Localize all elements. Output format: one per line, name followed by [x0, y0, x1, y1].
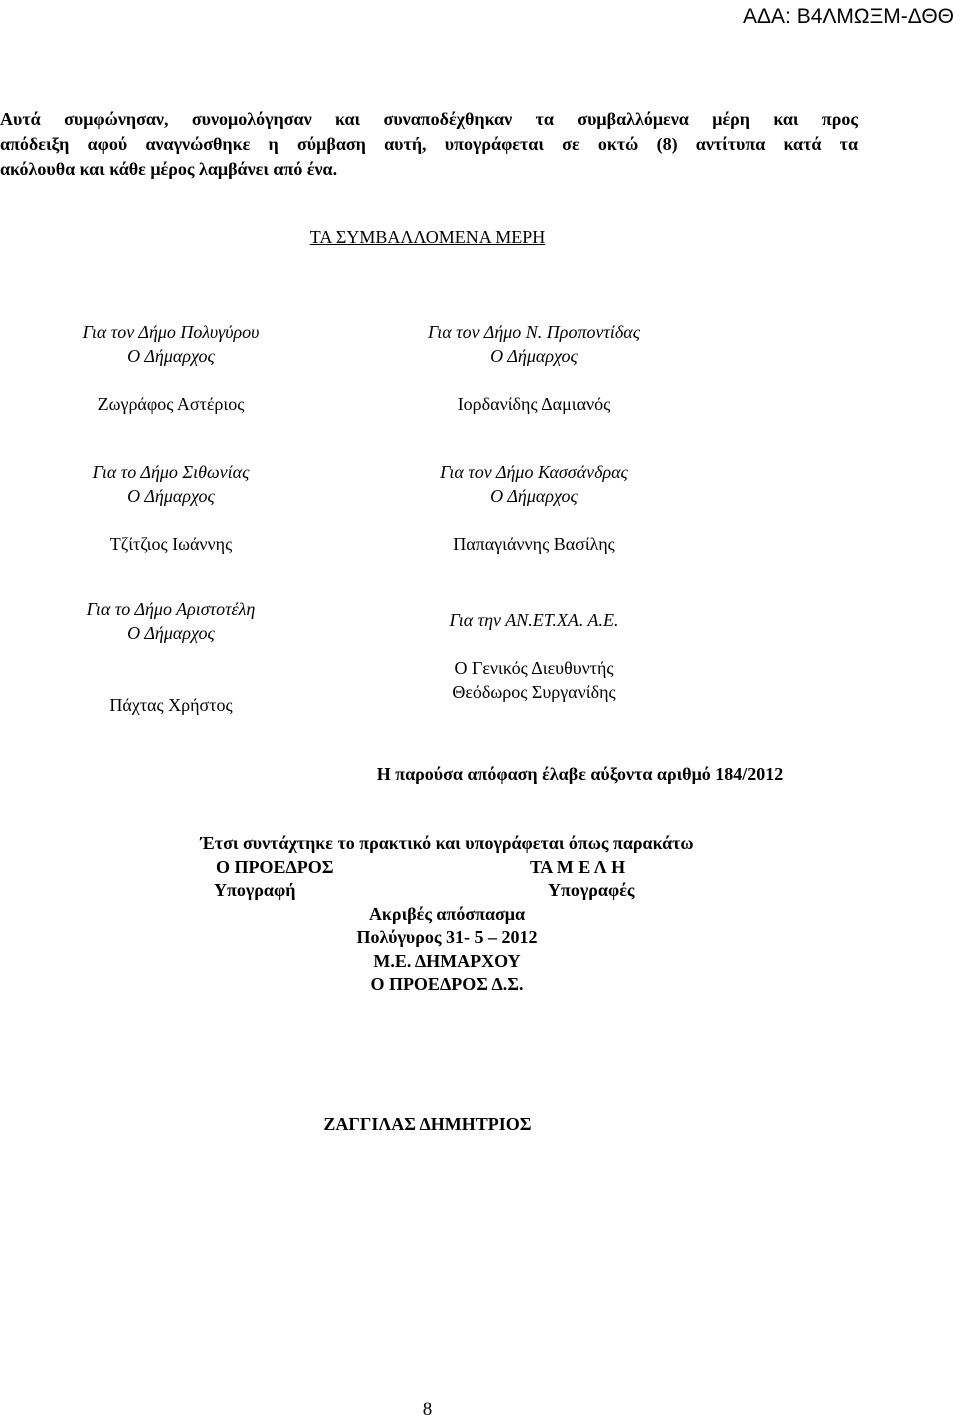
signatory-role: Ο Δήμαρχος: [490, 486, 578, 506]
signatory-for: Για τον Δήμο Πολυγύρου: [82, 322, 260, 342]
signature-titles-row: [0, 856, 894, 880]
contracting-parties-heading: ΤΑ ΣΥΜΒΑΛΛΟΜΕΝΑ ΜΕΡΗ: [309, 227, 546, 247]
members-title: ΤΑ Μ Ε Λ Η: [530, 856, 626, 877]
decision-number-text: Η παρούσα απόφαση έλαβε αύξοντα αριθμό 184/2012: [376, 764, 784, 784]
signatory-role: Ο Δήμαρχος: [127, 623, 215, 643]
ada-code: ΑΔΑ: Β4ΛΜΩΞΜ-ΔΘΘ: [742, 5, 954, 28]
signatory-name: Πάχτας Χρήστος: [109, 695, 233, 715]
signatory-name: Τζίτζιος Ιωάννης: [109, 534, 233, 554]
intro-paragraph: [0, 107, 858, 182]
signature-labels-row: [0, 879, 894, 903]
on-behalf-of-mayor: Μ.Ε. ΔΗΜΑΡΧΟΥ: [373, 950, 521, 971]
signatory-role: Ο Δήμαρχος: [490, 346, 578, 366]
signatory-for: Για το Δήμο Αριστοτέλη: [86, 599, 256, 619]
signer-name: ΖΑΓΓΙΛΑΣ ΔΗΜΗΤΡΙΟΣ: [323, 1114, 532, 1134]
council-president-title: Ο ΠΡΟΕΔΡΟΣ Δ.Σ.: [370, 974, 524, 994]
signatory-name: Παπαγιάννης Βασίλης: [453, 534, 615, 554]
signatory-for: Για τον Δήμο Κασσάνδρας: [440, 462, 628, 482]
president-title: Ο ΠΡΟΕΔΡΟΣ: [216, 856, 334, 877]
signatory-kassandra: [324, 460, 744, 556]
place-date: Πολύγυρος 31- 5 – 2012: [356, 927, 538, 947]
intro-line: Αυτά συμφώνησαν, συνομολόγησαν και συναποδέχθηκαν τα συμβαλλόμενα μέρη και προς: [0, 109, 858, 129]
closing-block: [0, 832, 894, 997]
signatory-name: Ιορδανίδης Δαμιανός: [457, 394, 611, 414]
signatory-role: Ο Δήμαρχος: [127, 486, 215, 506]
signatory-role: Ο Γενικός Διευθυντής: [454, 658, 614, 678]
intro-line: απόδειξη αφού αναγνώσθηκε η σύμβαση αυτή, υπογράφεται σε οκτώ (8) αντίτυπα κατά τα: [0, 134, 858, 154]
signatory-role: Ο Δήμαρχος: [127, 346, 215, 366]
closing-statement: Έτσι συντάχτηκε το πρακτικό και υπογράφεται όπως παρακάτω: [200, 833, 694, 853]
signatory-for: Για το Δήμο Σιθωνίας: [92, 462, 250, 482]
exact-extract-label: Ακριβές απόσπασμα: [368, 903, 526, 924]
signatory-propontida: [324, 320, 744, 416]
intro-line: ακόλουθα και κάθε μέρος λαμβάνει από ένα.: [0, 159, 338, 179]
signatures-label: Υπογραφές: [548, 880, 635, 900]
signature-label: Υπογραφή: [214, 880, 296, 900]
signatory-name: Ζωγράφος Αστέριος: [97, 394, 245, 414]
signatory-anetxa: [324, 608, 744, 704]
signatory-for: Για την ΑΝ.ΕΤ.ΧΑ. Α.Ε.: [449, 610, 619, 630]
signatory-for: Για τον Δήμο Ν. Προποντίδας: [427, 322, 641, 342]
signatory-name: Θεόδωρος Συργανίδης: [452, 682, 616, 702]
page-number: 8: [422, 1399, 433, 1420]
